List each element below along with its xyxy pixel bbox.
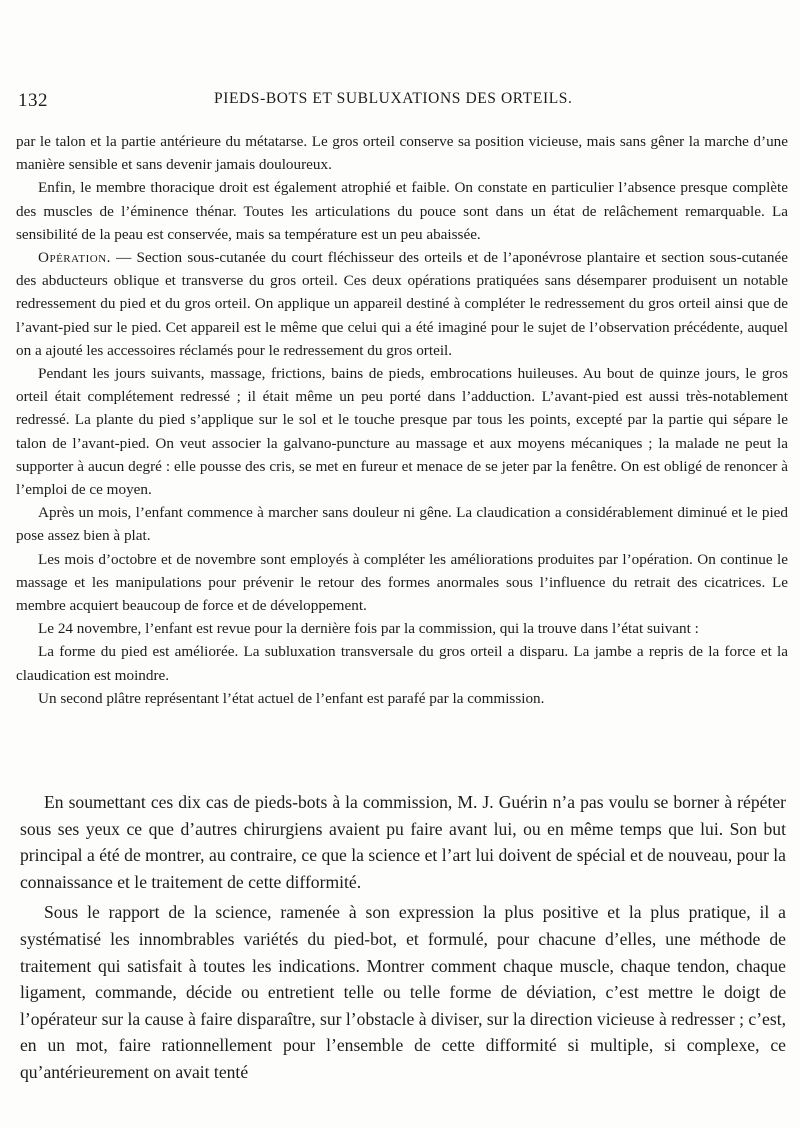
observation-paragraph-november-24: Le 24 novembre, l’enfant est revue pour la dernière fois par la commission, qui la trouve dans l’état suivant : bbox=[38, 620, 699, 638]
report-paragraph-ten-cases: En soumettant ces dix cas de pieds-bots à la commission, M. J. Guérin n’a pas voulu se borner à répéter sous ses yeux ce que d’autres chirurgiens avaient pu faire avant lui, ou en même temps que lui. Son but principal a été de montrer, au contraire, ce que la science et l’art lui doivent de spécial et de nouveau, pour la connaissance et le traitement de cette difformité. bbox=[20, 792, 786, 892]
report-section bbox=[20, 789, 786, 1090]
operation-text: — Section sous-cutanée du court fléchisseur des orteils et de l’aponévrose plantaire et section sous-cutanée des abducteurs oblique et transverse du gros orteil. Ces deux opérations pratiquées sans désemparer produisent un notable redressement du pied et du gros orteil. On applique un appareil destiné à compléter le redressement du gros orteil ainsi que de l’avant-pied sur le pied. Cet appareil est le même que celui qui a été imaginé pour le sujet de l’observation précédente, auquel on a ajouté les accessoires réclamés pour le redressement du gros orteil. bbox=[16, 249, 788, 359]
observation-paragraph-second-cast: Un second plâtre représentant l’état actuel de l’enfant est parafé par la commission. bbox=[38, 689, 545, 707]
observation-paragraph-october-november: Les mois d’octobre et de novembre sont employés à compléter les améliorations produites par l’opération. On continue le massage et les manipulations pour prévenir le retour des formes anormales sous l’influence du retrait des cicatrices. Le membre acquiert beaucoup de force et de développement. bbox=[16, 550, 788, 615]
report-paragraph-science: Sous le rapport de la science, ramenée à son expression la plus positive et la plus pratique, il a systématisé les innombrables variétés du pied-bot, et formulé, pour chacune d’elles, une méthode de traitement qui satisfait à toutes les indications. Montrer comment chaque muscle, chaque tendon, chaque ligament, commande, décide ou entretient telle ou telle forme de déviation, c’est mettre le doigt de l’opérateur sur la cause à faire disparaître, sur l’obstacle à diviser, sur la direction vicieuse à redresser ; c’est, en un mot, faire rationnellement pour l’ensemble de cette difformité si multiple, si complexe, ce qu’antérieurement on avait tenté bbox=[20, 902, 786, 1082]
observation-paragraph-followup: Pendant les jours suivants, massage, frictions, bains de pieds, embrocations huileuses. Au bout de quinze jours, le gros orteil était complétement redressé ; il était même un peu porté dans l’adduction. L’avant-pied est aussi très-notablement redressé. La plante du pied s’applique sur le sol et le touche presque par tous les points, excepté par la partie qui sépare le talon de l’avant-pied. On veut associer la galvano-puncture au massage et aux moyens mécaniques ; la malade ne peut la supporter à aucun degré : elle pousse des cris, se met en fureur et menace de se jeter par la fenêtre. On est obligé de renoncer à l’emploi de ce moyen. bbox=[16, 365, 788, 499]
observation-paragraph-continued: par le talon et la partie antérieure du métatarse. Le gros orteil conserve sa position vicieuse, mais sans gêner la marche d’une manière sensible et sans devenir jamais douloureux. bbox=[16, 133, 788, 174]
observation-paragraph-one-month: Après un mois, l’enfant commence à marcher sans douleur ni gêne. La claudication a considérablement diminué et le pied pose assez bien à plat. bbox=[16, 504, 788, 545]
observation-paragraph-thoracic: Enfin, le membre thoracique droit est également atrophié et faible. On constate en particulier l’absence presque complète des muscles de l’éminence thénar. Toutes les articulations du pouce sont dans un état de relâchement remarquable. La sensibilité de la peau est conservée, mais sa température est un peu abaissée. bbox=[16, 179, 788, 243]
observation-paragraph-operation bbox=[16, 246, 788, 362]
running-head bbox=[16, 88, 786, 114]
operation-label: Opération. bbox=[38, 249, 111, 267]
observation-section bbox=[16, 130, 788, 710]
page-number: 132 bbox=[18, 90, 48, 111]
observation-paragraph-foot-form: La forme du pied est améliorée. La subluxation transversale du gros orteil a disparu. La jambe a repris de la force et la claudication est moindre. bbox=[16, 643, 788, 684]
running-title: PIEDS-BOTS ET SUBLUXATIONS DES ORTEILS. bbox=[214, 90, 573, 107]
